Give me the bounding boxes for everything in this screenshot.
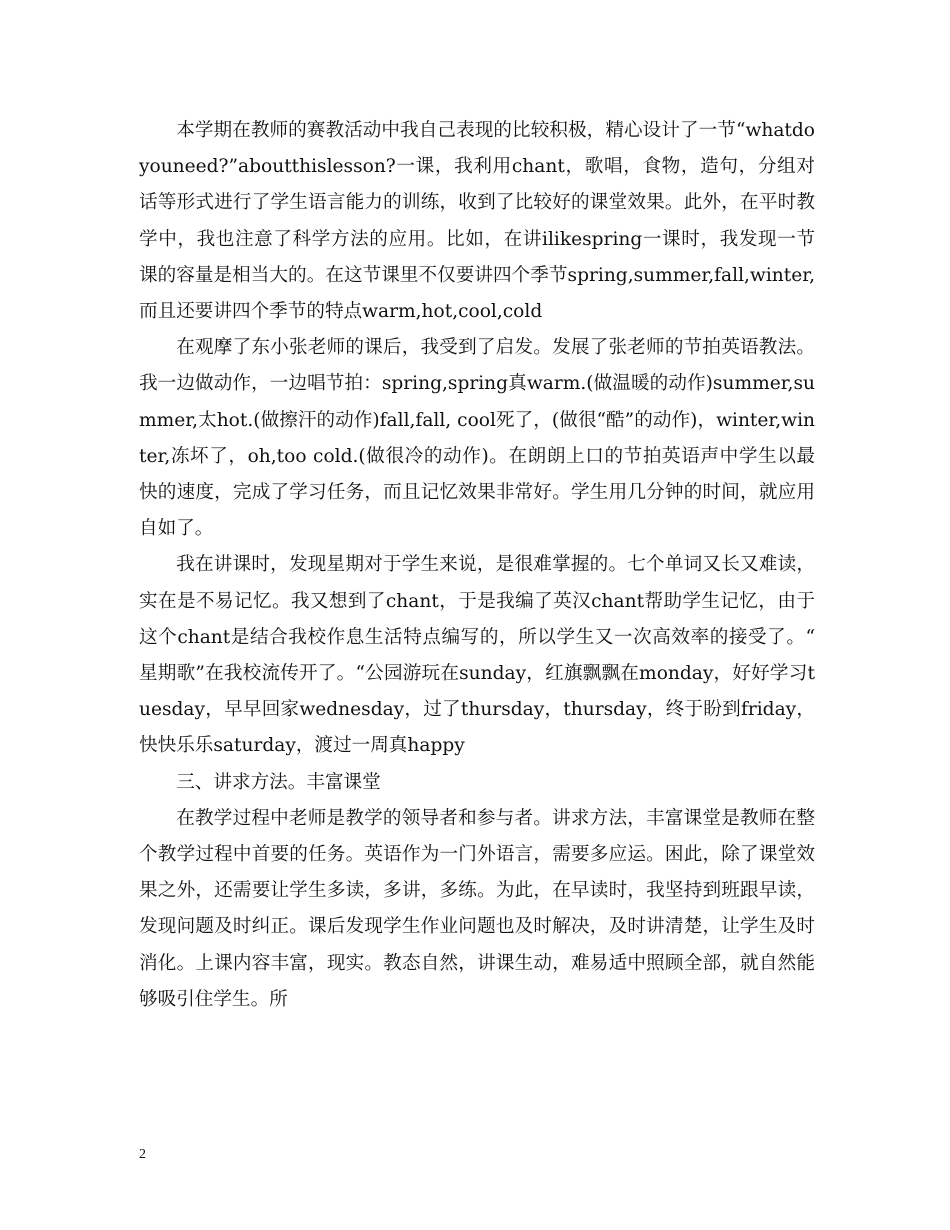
page-number: 2 [139,1147,146,1162]
paragraph-teaching-competition: 本学期在教师的赛教活动中我自己表现的比较积极，精心设计了一节“whatdoyouneed?”aboutthislesson?一课，我利用chant，歌唱，食物，造句，分组对话等形式进行了学生语言能力的训练，收到了比较好的课堂效果。此外，在平时教学中，我也注意了科学方法的应用。比如，在讲ilikespring一课时，我发现一节课的容量是相当大的。在这节课里不仅要讲四个季节spring,summer,fall,winter,而且还要讲四个季节的特点warm,hot,cool,cold [139,120,815,323]
section-heading: 三、讲求方法。丰富课堂 [176,771,381,793]
paragraph-rhythm-english: 在观摩了东小张老师的课后，我受到了启发。发展了张老师的节拍英语教法。我一边做动作，一边唱节拍：spring,spring真warm.(做温暖的动作)summer,summer,太hot.(做擦汗的动作)fall,fall, cool死了，(做很“酷”的动作)，winter,winter,冻坏了，oh,too cold.(做很冷的动作)。在朗朗上口的节拍英语声中学生以最快的速度，完成了学习任务，而且记忆效果非常好。学生用几分钟的时间，就应用自如了。 [139,337,815,540]
paragraph-teaching-methods: 在教学过程中老师是教学的领导者和参与者。讲求方法，丰富课堂是教师在整个教学过程中首要的任务。英语作为一门外语言，需要多应运。困此，除了课堂效果之外，还需要让学生多读，多讲，多练。为此，在早读时，我坚持到班跟早读，发现问题及时纠正。课后发现学生作业问题也及时解决，及时讲清楚，让学生及时消化。上课内容丰富，现实。教态自然，讲课生动，难易适中照顾全部，就自然能够吸引住学生。所 [139,807,815,1010]
paragraph-week-chant: 我在讲课时，发现星期对于学生来说，是很难掌握的。七个单词又长又难读，实在是不易记忆。我又想到了chant，于是我编了英汉chant帮助学生记忆，由于这个chant是结合我校作息生活特点编写的，所以学生又一次高效率的接受了。“星期歌”在我校流传开了。“公园游玩在sunday，红旗飘飘在monday，好好学习tuesday，早早回家wednesday，过了thursday，thursday，终于盼到friday，快快乐乐saturday，渡过一周真happy [139,554,815,757]
document-body [139,113,815,1018]
